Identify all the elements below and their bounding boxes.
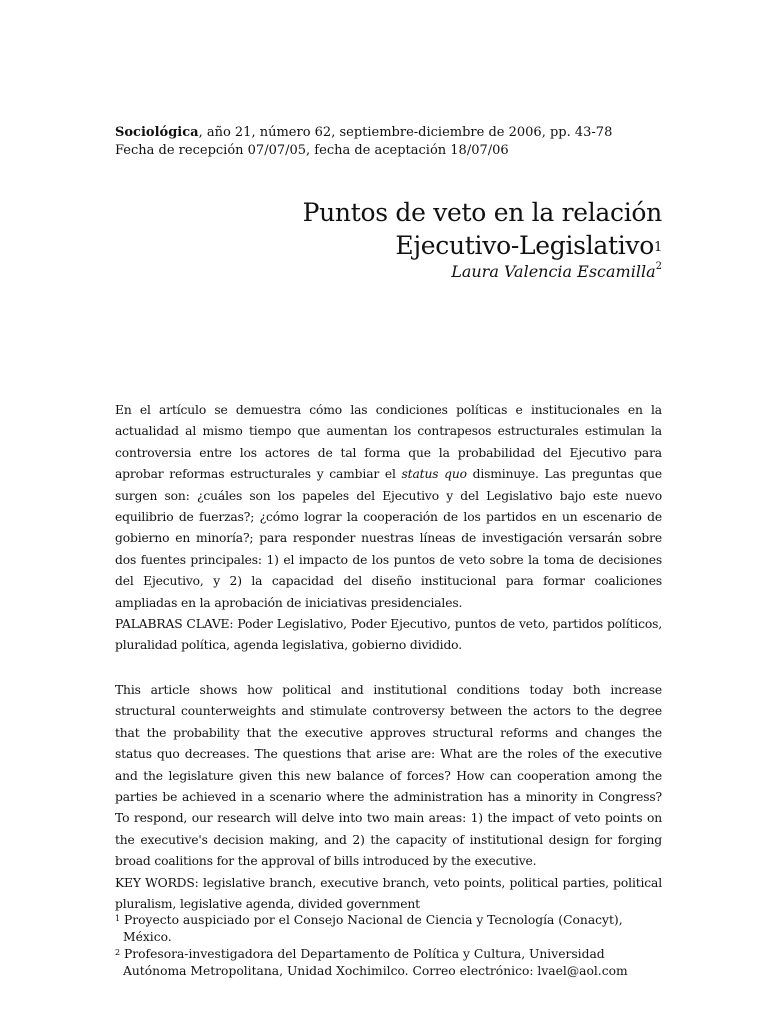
abstract-es-text-1: En el artículo se demuestra cómo las condiciones políticas e institucionales en la actualidad al mismo tiempo que aumentan los contrapesos estructurales estimulan la controversia entre los actores de tal forma que la probabilidad del Ejecutivo para aprobar reformas estructurales y cambiar el [115,403,662,482]
article-title [200,196,662,262]
footnote-1 [115,912,662,946]
footnote-2-mark: 2 [115,948,121,957]
abstract-es-emphasis: status quo [401,467,467,482]
abstract-spanish-body [115,400,662,614]
author-line [200,262,662,281]
footnote-2 [115,946,662,980]
footnotes [115,912,662,980]
citation-line [115,124,612,142]
abstract-english [115,680,662,915]
author-name: Laura Valencia Escamilla [451,262,656,281]
author-footnote-mark: 2 [655,261,662,272]
footnote-1-mark: 1 [115,914,121,923]
title-line-1: Puntos de veto en la relación [302,198,662,227]
footnote-1-text: Proyecto auspiciado por el Consejo Nacional de Ciencia y Tecnología (Conacyt), México. [120,913,623,944]
keywords-spanish: PALABRAS CLAVE: Poder Legislativo, Poder Ejecutivo, puntos de veto, partidos políticos, pluralidad política, agenda legislativa, gobierno dividido. [115,617,662,653]
citation-header [115,124,612,160]
abstract-es-text-2: disminuye. Las preguntas que surgen son: ¿cuáles son los papeles del Ejecutivo y del Legislativo bajo este nuevo equilibrio de fuerzas?; ¿cómo lograr la cooperación de los partidos en un escenario de gobierno en minoría?; para responder nuestras líneas de investigación versarán sobre dos fuentes principales: 1) el impacto de los puntos de veto sobre la toma de decisiones del Ejecutivo, y 2) la capacidad del diseño institucional para formar coaliciones ampliadas en la aprobación de iniciativas presidenciales. [115,467,662,610]
title-line-2: Ejecutivo-Legislativo [395,231,655,260]
submission-dates: Fecha de recepción 07/07/05, fecha de aceptación 18/07/06 [115,143,509,158]
footnote-2-text: Profesora-investigadora del Departamento de Política y Cultura, Universidad Autónoma Metropolitana, Unidad Xochimilco. Correo electrónico: lvael@aol.com [120,947,628,978]
title-footnote-mark: 1 [654,240,662,255]
abstract-english-body: This article shows how political and institutional conditions today both increase structural counterweights and stimulate controversy between the actors to the degree that the probability that the executive approves structural reforms and changes the status quo decreases. The questions that arise are: What are the roles of the executive and the legislature given this new balance of forces? How can cooperation among the parties be achieved in a scenario where the administration has a minority in Congress? To respond, our research will delve into two main areas: 1) the impact of veto points on the executive's decision making, and 2) the capacity of institutional design for forging broad coalitions for the approval of bills introduced by the executive. [115,683,662,869]
keywords-english: KEY WORDS: legislative branch, executive branch, veto points, political parties, political pluralism, legislative agenda, divided government [115,875,662,912]
citation-details: , año 21, número 62, septiembre-diciembre de 2006, pp. 43-78 [198,125,613,140]
abstract-spanish [115,400,662,657]
journal-name: Sociológica [115,125,199,140]
